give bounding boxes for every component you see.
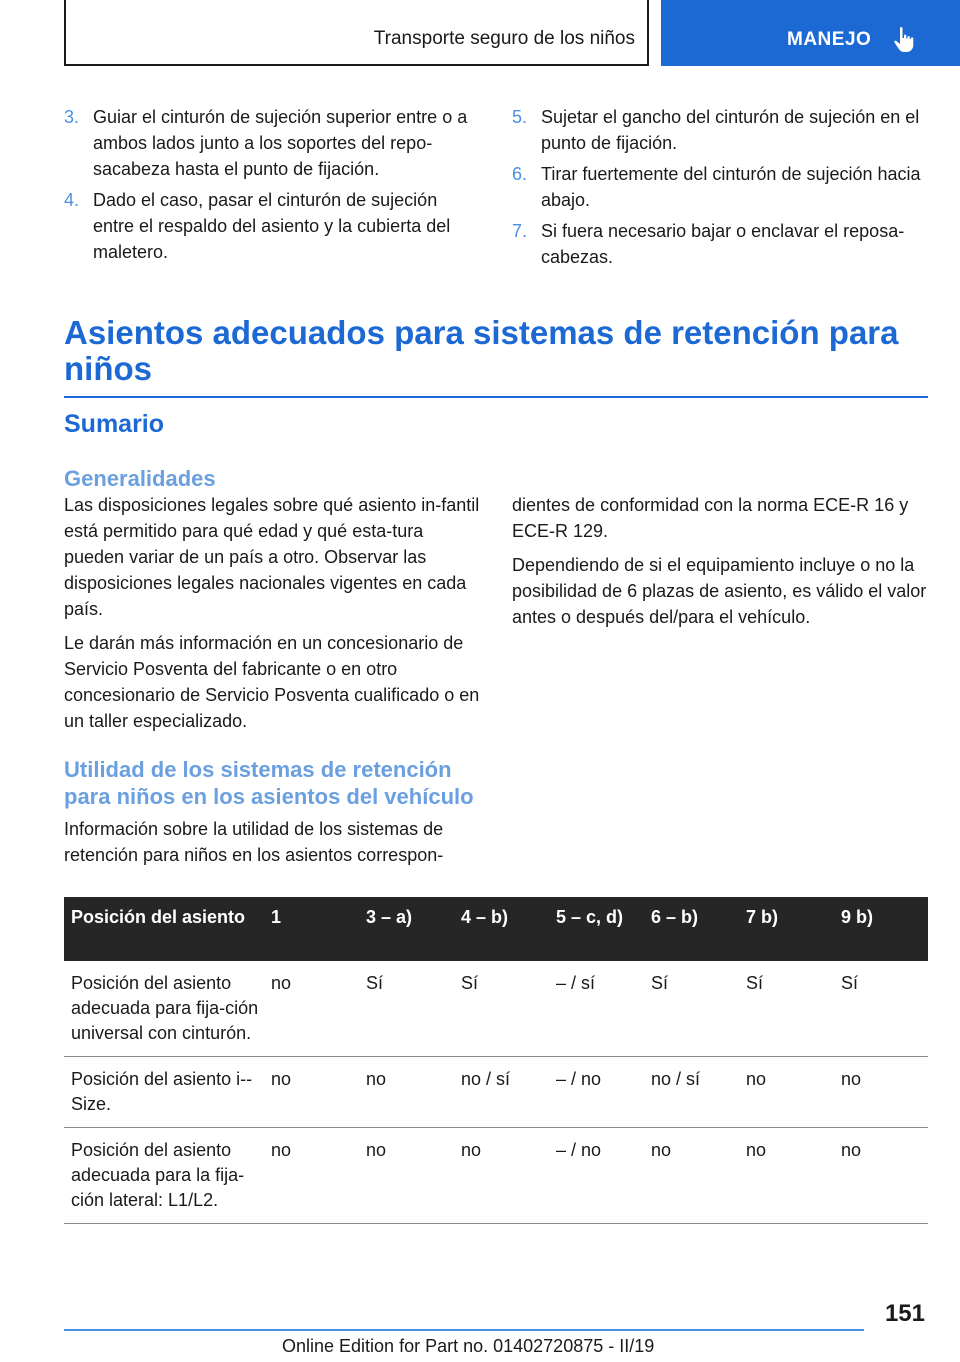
footer-divider bbox=[64, 1329, 864, 1331]
table-cell: no bbox=[740, 1057, 835, 1128]
table-cell: no bbox=[835, 1128, 928, 1224]
table-cell: no bbox=[645, 1128, 740, 1224]
edition-footer: Online Edition for Part no. 01402720875 - II/19 bbox=[282, 1336, 655, 1356]
section-title: Transporte seguro de los niños bbox=[373, 28, 635, 49]
chapter-tab bbox=[661, 0, 960, 66]
table-cell: no bbox=[265, 1057, 360, 1128]
column-header: 3 – a) bbox=[360, 897, 455, 961]
steps-right bbox=[512, 104, 928, 275]
heading-divider bbox=[64, 396, 928, 398]
section-title-box bbox=[64, 0, 649, 66]
table-header-row bbox=[64, 897, 928, 961]
step-text: Guiar el cinturón de sujeción superior entre o a ambos lados junto a los soportes del repo‐sacabeza hasta el punto de fijación. bbox=[93, 107, 468, 179]
pointing-hand-icon bbox=[893, 26, 915, 54]
step-text: Tirar fuertemente del cinturón de sujeción hacia abajo. bbox=[541, 164, 921, 210]
list-item bbox=[64, 104, 480, 182]
table-cell: no bbox=[455, 1128, 550, 1224]
step-number: 5. bbox=[512, 107, 528, 127]
subsection-heading-generalidades: Generalidades bbox=[64, 466, 216, 491]
table-cell: – / no bbox=[550, 1128, 645, 1224]
table-cell: Sí bbox=[835, 961, 928, 1057]
step-text: Sujetar el gancho del cinturón de sujeción en el punto de fijación. bbox=[541, 107, 920, 153]
table-cell: Sí bbox=[455, 961, 550, 1057]
column-header: 4 – b) bbox=[455, 897, 550, 961]
table-cell: Posición del asiento adecuada para la fija‐ción lateral: L1/L2. bbox=[64, 1128, 265, 1224]
chapter-tab-label: MANEJO bbox=[787, 29, 872, 50]
page-number: 151 bbox=[884, 1300, 925, 1327]
table-cell: no bbox=[835, 1057, 928, 1128]
column-header: 7 b) bbox=[740, 897, 835, 961]
column-header: 1 bbox=[265, 897, 360, 961]
paragraph: dientes de conformidad con la norma ECE-R 16 y ECE-R 129. bbox=[512, 495, 909, 541]
table-cell: no / sí bbox=[645, 1057, 740, 1128]
step-number: 6. bbox=[512, 164, 528, 184]
column-header: 9 b) bbox=[835, 897, 928, 961]
table-cell: no bbox=[265, 1128, 360, 1224]
step-text: Dado el caso, pasar el cinturón de sujeción entre el respaldo del asiento y la cubierta del maletero. bbox=[93, 190, 451, 262]
step-number: 7. bbox=[512, 221, 528, 241]
column-header: 5 – c, d) bbox=[550, 897, 645, 961]
section-heading: Sumario bbox=[64, 410, 165, 438]
table-cell: Posición del asiento adecuada para fija‐ción universal con cinturón. bbox=[64, 961, 265, 1057]
table-row bbox=[64, 1057, 928, 1128]
table-cell: – / sí bbox=[550, 961, 645, 1057]
subsection-heading-utilidad: Utilidad de los sistemas de retención para niños en los asientos del vehículo bbox=[64, 757, 474, 809]
step-number: 3. bbox=[64, 107, 80, 127]
table-cell: Posición del asiento i-‐Size. bbox=[64, 1057, 265, 1128]
step-number: 4. bbox=[64, 190, 80, 210]
table-row bbox=[64, 961, 928, 1057]
steps-left bbox=[64, 104, 480, 270]
body-right bbox=[512, 492, 928, 638]
table-cell: no bbox=[360, 1128, 455, 1224]
column-header: Posición del asiento bbox=[64, 897, 265, 961]
table-cell: no / sí bbox=[455, 1057, 550, 1128]
paragraph: Información sobre la utilidad de los sistemas de retención para niños en los asientos correspon‐ bbox=[64, 819, 444, 865]
table-cell: Sí bbox=[740, 961, 835, 1057]
page-header bbox=[64, 0, 960, 66]
paragraph: Le darán más información en un concesionario de Servicio Posventa del fabricante o en otro concesionario de Servicio Posventa cualificado o en un taller especializado. bbox=[64, 633, 480, 731]
table-cell: no bbox=[265, 961, 360, 1057]
step-text: Si fuera necesario bajar o enclavar el reposa‐cabezas. bbox=[541, 221, 905, 267]
list-item bbox=[512, 161, 928, 213]
list-item bbox=[64, 187, 480, 265]
list-item bbox=[512, 104, 928, 156]
table-row bbox=[64, 1128, 928, 1224]
table-cell: – / no bbox=[550, 1057, 645, 1128]
column-header: 6 – b) bbox=[645, 897, 740, 961]
main-heading: Asientos adecuados para sistemas de retención para niños bbox=[64, 314, 899, 387]
table-cell: Sí bbox=[645, 961, 740, 1057]
body-left bbox=[64, 465, 480, 876]
table-cell: no bbox=[360, 1057, 455, 1128]
seat-suitability-table bbox=[64, 897, 928, 1224]
paragraph: Las disposiciones legales sobre qué asiento in‐fantil está permitido para qué edad y qué esta‐tura pueden variar de un país a otro. Observar las disposiciones legales nacionales vigentes en cada país. bbox=[64, 495, 480, 619]
list-item bbox=[512, 218, 928, 270]
table-cell: Sí bbox=[360, 961, 455, 1057]
paragraph: Dependiendo de si el equipamiento incluye o no la posibilidad de 6 plazas de asiento, es válido el valor antes o después del/para el vehículo. bbox=[512, 555, 927, 627]
table-cell: no bbox=[740, 1128, 835, 1224]
